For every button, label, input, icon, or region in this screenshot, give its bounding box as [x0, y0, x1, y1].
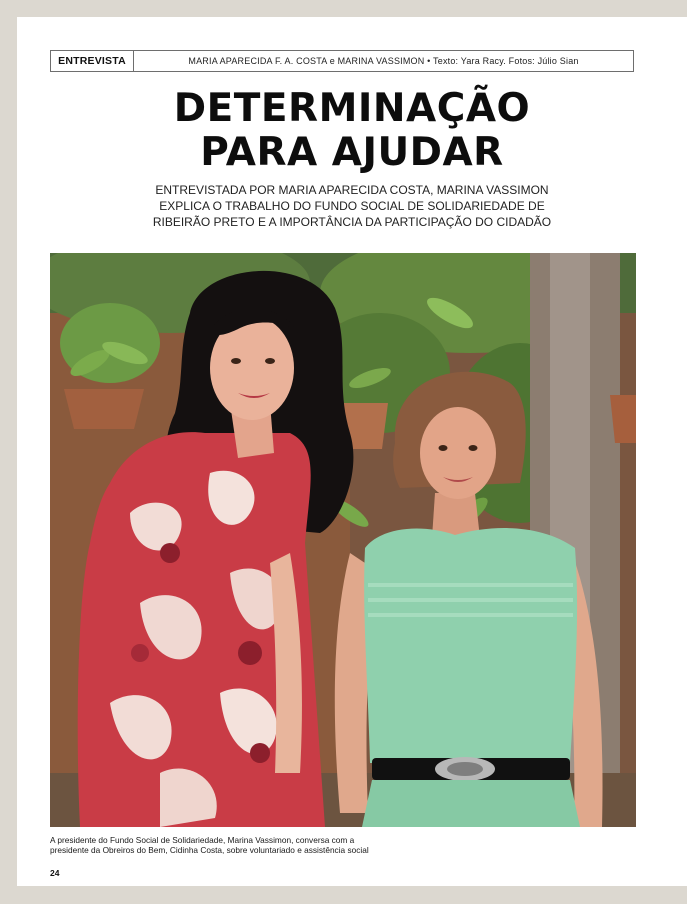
standfirst-line: ENTREVISTADA POR MARIA APARECIDA COSTA, MARINA VASSIMON	[155, 183, 549, 197]
headline-line: DETERMINAÇÃO	[173, 86, 531, 131]
photo-caption	[50, 835, 640, 855]
standfirst	[127, 182, 577, 230]
section-label: ENTREVISTA	[51, 51, 134, 71]
caption-line: A presidente do Fundo Social de Solidariedade, Marina Vassimon, conversa com a	[50, 835, 355, 845]
standfirst-line: RIBEIRÃO PRETO E A IMPORTÂNCIA DA PARTICIPAÇÃO DO CIDADÃO	[152, 215, 552, 229]
article-credits: MARIA APARECIDA F. A. COSTA e MARINA VASSIMON • Texto: Yara Racy. Fotos: Júlio Sian	[188, 56, 579, 66]
headline-line: PARA AJUDAR	[200, 130, 504, 175]
magazine-page	[17, 17, 687, 886]
standfirst-line: EXPLICA O TRABALHO DO FUNDO SOCIAL DE SOLIDARIEDADE DE	[159, 199, 545, 213]
kicker-bar	[50, 50, 634, 72]
page-number: 24	[50, 868, 60, 878]
headline	[17, 87, 687, 175]
interview-photo	[50, 253, 636, 827]
caption-line: presidente da Obreiros do Bem, Cidinha Costa, sobre voluntariado e assistência social	[50, 845, 369, 855]
